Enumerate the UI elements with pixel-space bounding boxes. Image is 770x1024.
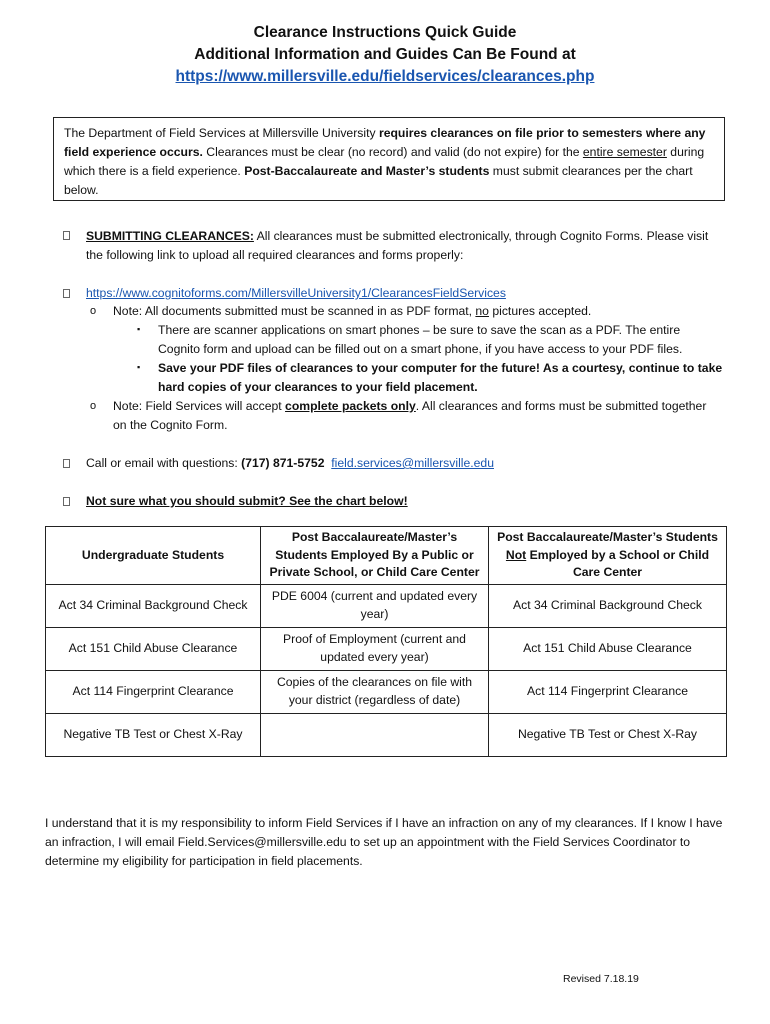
bullet-icon [63, 287, 73, 301]
table-cell [261, 713, 489, 756]
table-cell: Proof of Employment (current and updated every year) [261, 627, 489, 670]
scanner-note: There are scanner applications on smart phones – be sure to save the scan as a PDF. The entire Cognito form and upload can be filled out on a smart phone, if you have access to your PDF files. [158, 323, 683, 356]
table-header-row [46, 527, 727, 585]
note2-text-c: . All clearances and forms must be submitted together on the Cognito Form. [113, 399, 707, 432]
square-bullet-icon: ▪ [137, 362, 141, 372]
intro-requirement: requires clearances on file prior to semesters where any field experience occurs. [64, 126, 706, 159]
table-cell: PDE 6004 (current and updated every year) [261, 584, 489, 627]
table-cell: Act 114 Fingerprint Clearance [489, 670, 727, 713]
cognito-forms-link[interactable]: https://www.cognitoforms.com/MillersvilleUniversity1/ClearancesFieldServices [86, 286, 506, 300]
bullet-icon [63, 495, 73, 509]
square-bullet-icon: ▪ [137, 324, 141, 334]
intro-text-1: The Department of Field Services at Millersville University [64, 126, 379, 140]
intro-entire-semester: entire semester [582, 145, 667, 159]
header-undergraduate: Undergraduate Students [46, 527, 261, 585]
table-row [46, 670, 727, 713]
bullet-icon [63, 229, 73, 243]
submitting-label: SUBMITTING CLEARANCES: [86, 229, 254, 243]
note-complete-packets [113, 397, 723, 435]
contact-email-link[interactable]: field.services@millersville.edu [331, 456, 494, 470]
table-cell: Negative TB Test or Chest X-Ray [489, 713, 727, 756]
header-not-word: Not [505, 547, 527, 562]
clearance-chart-table [45, 526, 727, 757]
table-cell: Act 151 Child Abuse Clearance [489, 627, 727, 670]
cognito-paragraph [86, 284, 726, 303]
not-sure-paragraph [86, 492, 726, 511]
not-sure-text: Not sure what you should submit? See the chart below! [86, 494, 408, 508]
contact-text: Call or email with questions: [86, 456, 242, 470]
save-pdf-note [158, 359, 723, 397]
note1-text-a: Note: All documents submitted must be scanned in as PDF format, [113, 304, 476, 318]
save-pdf-text: Save your PDF files of clearances to your computer for the future! As a courtesy, continue to take hard copies of your clearances to your field placement. [158, 361, 723, 394]
sub-bullet-icon: o [90, 400, 97, 412]
contact-paragraph [86, 454, 726, 473]
table-row [46, 627, 727, 670]
table-cell: Negative TB Test or Chest X-Ray [46, 713, 261, 756]
table-cell: Act 151 Child Abuse Clearance [46, 627, 261, 670]
revised-date: Revised 7.18.19 [563, 973, 639, 985]
intro-text-2: Clearances must be clear (no record) and valid (do not expire) for the [202, 145, 583, 159]
page-title: Clearance Instructions Quick Guide [253, 24, 517, 41]
note1-no: no [475, 304, 489, 318]
table-cell: Act 34 Criminal Background Check [489, 584, 727, 627]
header-employed: Post Baccalaureate/Master’s Students Employed By a Public or Private School, or Child Care Center [261, 527, 489, 585]
note-pdf-format [113, 302, 723, 321]
intro-box [53, 117, 725, 201]
clearances-guide-link[interactable]: https://www.millersville.edu/fieldservices/clearances.php [175, 68, 595, 85]
responsibility-statement: I understand that it is my responsibility to inform Field Services if I have an infraction on any of my clearances. If I know I have an infraction, I will email Field.Services@millersville.edu to set up an appointment with the Field Services Coordinator to determine my eligibility for participation in field placements. [45, 816, 723, 868]
page-subtitle: Additional Information and Guides Can Be Found at [194, 46, 576, 63]
intro-text-4: must submit clearances per the chart below. [64, 164, 693, 197]
table-cell: Act 114 Fingerprint Clearance [46, 670, 261, 713]
note2-complete-packets: complete packets only [285, 399, 416, 413]
intro-post-bacc: Post-Baccalaureate and Master’s students [244, 164, 490, 178]
table-row [46, 713, 727, 756]
contact-phone: (717) 871-5752 [241, 456, 325, 470]
table-cell: Copies of the clearances on file with your district (regardless of date) [261, 670, 489, 713]
submitting-paragraph [86, 227, 726, 265]
bullet-icon [63, 457, 73, 471]
table-cell: Act 34 Criminal Background Check [46, 584, 261, 627]
header-not-employed: Post Baccalaureate/Master’s Students Not Employed by a School or Child Care Center [489, 527, 727, 585]
intro-text-3: during which there is a field experience. [64, 145, 705, 178]
sub-bullet-icon: o [90, 305, 97, 317]
note2-text-a: Note: Field Services will accept [113, 399, 286, 413]
submitting-text: All clearances must be submitted electronically, through Cognito Forms. Please visit the following link to upload all required clearances and forms properly: [86, 229, 709, 262]
note1-text-c: pictures accepted. [488, 304, 592, 318]
table-row [46, 584, 727, 627]
